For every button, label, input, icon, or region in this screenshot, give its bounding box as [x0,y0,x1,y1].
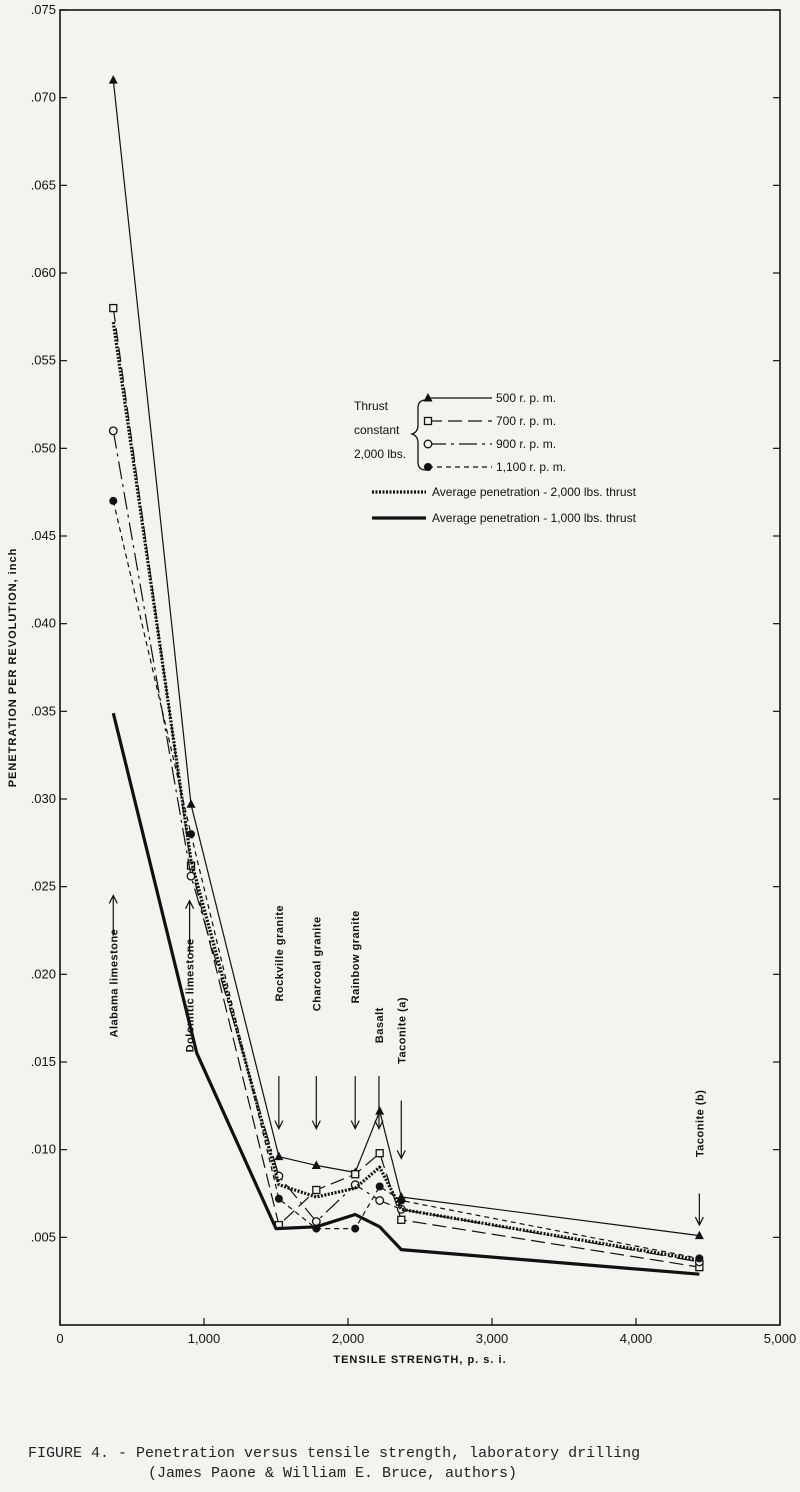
y-axis-title: PENETRATION PER REVOLUTION, inch [7,547,19,788]
x-tick-label: 1,000 [187,1331,221,1346]
series-line [113,713,699,1274]
annotation-label: Charcoal granite [311,916,324,1012]
data-point [109,427,117,435]
x-tick-label: 4,000 [619,1331,653,1346]
y-tick-label: .075 [30,2,56,17]
y-tick-label: .040 [30,615,56,631]
legend-label: 900 r. p. m. [496,437,557,451]
x-tick-label: 2,000 [331,1331,365,1346]
figure-caption [28,1444,788,1484]
legend-label: 700 r. p. m. [496,414,557,428]
legend-marker [424,463,432,471]
annotation-label: Alabama limestone [108,928,121,1038]
data-point [109,497,117,505]
y-tick-label: .060 [30,265,56,280]
legend-label: 500 r. p. m. [496,391,557,405]
legend-brace [412,400,426,470]
annotation [311,916,323,1128]
x-axis-title: TENSILE STRENGTH, p. s. i. [333,1354,507,1366]
series-6 [113,713,699,1274]
annotation [396,997,408,1158]
legend-marker [424,393,433,402]
y-tick-label: .030 [30,791,56,806]
annotation-label: Rockville granite [273,905,286,1002]
series-2 [110,305,703,1271]
plot-frame [60,10,780,1325]
y-tick-label: .015 [30,1054,56,1069]
annotation-label: Dolomitic limestone [184,938,197,1053]
legend-group-label: constant [354,423,400,437]
legend-marker [424,440,432,448]
data-point [313,1186,320,1193]
caption-line-1: FIGURE 4. - Penetration versus tensile strength, laboratory drilling [28,1445,641,1462]
annotation-label: Basalt [373,1007,386,1044]
data-point [375,1106,384,1115]
annotation [108,895,120,1037]
data-point [376,1197,384,1205]
data-point [398,1216,405,1223]
legend [354,391,637,525]
data-point [109,75,118,84]
axes [7,2,796,1366]
data-point [274,1152,283,1161]
annotation [274,905,286,1129]
rock-annotations [108,895,706,1225]
series-line [113,308,699,1267]
y-tick-label: .070 [30,89,56,105]
legend-group-label: Thrust [354,399,389,413]
y-tick-label: .045 [30,528,56,543]
annotation [185,901,197,1053]
series-line [113,322,699,1260]
data-point [313,1218,321,1226]
y-tick-label: .050 [30,440,56,456]
caption-line-2: (James Paone & William E. Bruce, authors) [148,1465,518,1482]
legend-group-label: 2,000 lbs. [354,447,407,461]
series-group [109,75,707,1274]
legend-label: 1,100 r. p. m. [496,460,567,474]
y-tick-label: .020 [30,966,56,982]
data-point [352,1171,359,1178]
annotation-label: Rainbow granite [350,910,363,1004]
legend-marker [425,418,432,425]
annotation [350,910,362,1128]
data-point [275,1195,283,1203]
data-point [187,799,196,808]
series-3 [109,427,703,1266]
y-tick-label: .065 [30,177,56,193]
legend-label: Average penetration - 2,000 lbs. thrust [432,485,636,499]
y-tick-label: .025 [30,878,56,894]
y-tick-label: .055 [30,352,56,368]
series-line [113,501,699,1259]
x-tick-label: 5,000 [763,1331,797,1346]
annotation-label: Taconite (a) [396,996,409,1064]
data-point [110,305,117,312]
x-tick-label: 0 [56,1331,64,1346]
legend-label: Average penetration - 1,000 lbs. thrust [432,511,636,525]
data-point [376,1150,383,1157]
y-tick-label: .035 [30,703,56,719]
series-4 [109,497,703,1262]
y-tick-label: .010 [30,1141,56,1157]
x-tick-label: 3,000 [475,1331,509,1346]
annotation-label: Taconite (b) [694,1089,707,1158]
series-5 [113,322,699,1260]
annotation [694,1090,706,1225]
data-point [376,1182,384,1190]
data-point [351,1225,359,1233]
y-tick-label: .005 [30,1229,56,1245]
